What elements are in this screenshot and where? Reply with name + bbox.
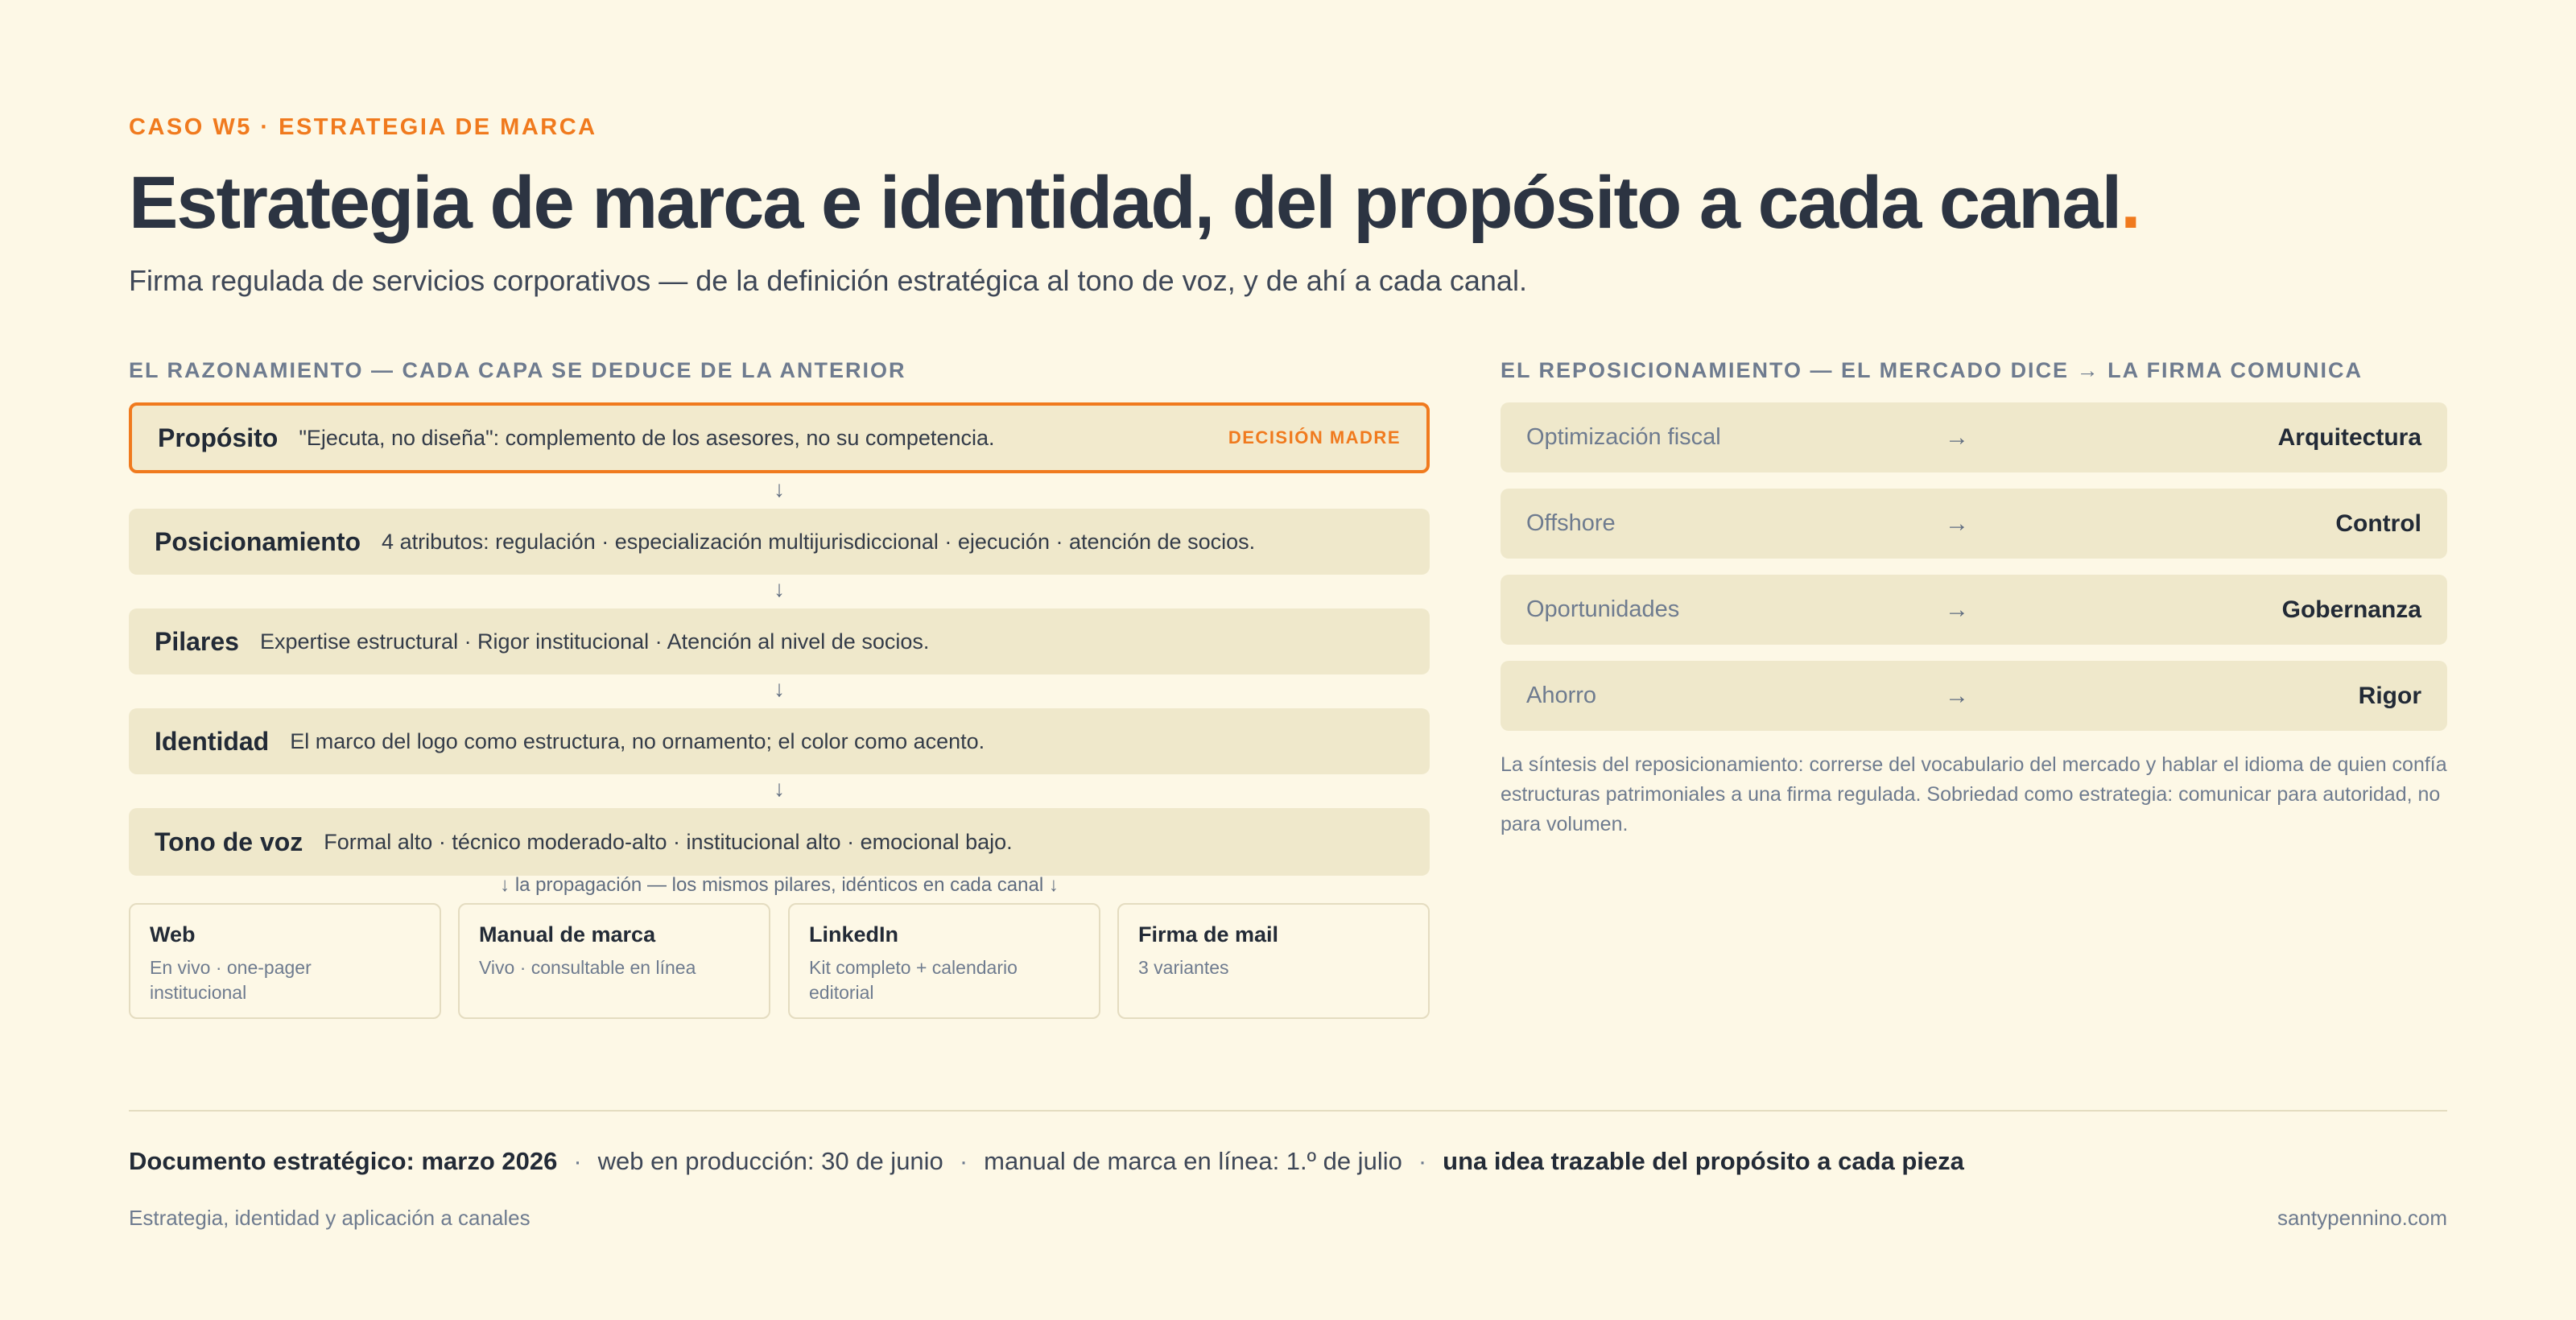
footer-site-link[interactable]: santypennino.com (2277, 1206, 2447, 1230)
arrow-right-icon: → (1945, 682, 1969, 709)
channel-name: Firma de mail (1138, 922, 1279, 947)
channel-name: LinkedIn (809, 922, 899, 947)
arrow-down-icon: ↓ (774, 476, 785, 501)
layer-name: Tono de voz (155, 827, 303, 856)
firm-term: Arquitectura (2277, 423, 2421, 451)
channel-desc: Vivo · consultable en línea (479, 957, 696, 978)
firm-term: Control (2335, 509, 2421, 537)
page-title (129, 161, 2140, 245)
arrow-down-icon: ↓ (774, 576, 785, 601)
firm-term: Rigor (2358, 682, 2421, 709)
footer-milestones (129, 1147, 1964, 1176)
channel-list (129, 903, 1430, 1019)
repo-row (1501, 575, 2447, 645)
layer-identidad (129, 708, 1430, 774)
layer-pilares (129, 608, 1430, 674)
channel-card-web (129, 903, 441, 1019)
separator: · (959, 1147, 968, 1175)
arrow-right-icon: → (1945, 423, 1969, 451)
arrow-right-icon: → (1945, 596, 1969, 623)
layer-desc: "Ejecuta, no diseña": complemento de los asesores, no su competencia. (299, 425, 995, 450)
reasoning-label: EL RAZONAMIENTO — CADA CAPA SE DEDUCE DE LA ANTERIOR (129, 358, 906, 382)
layer-name: Identidad (155, 726, 270, 756)
footer-doc-date: Documento estratégico: marzo 2026 (129, 1147, 558, 1175)
channel-desc: Kit completo + calendario editorial (809, 957, 1018, 1003)
arrow-down-icon: ↓ (774, 776, 785, 801)
channel-card-linkedin (788, 903, 1100, 1019)
propagation-caption: ↓ la propagación — los mismos pilares, idénticos en cada canal ↓ (500, 874, 1059, 896)
footer-web-date: web en producción: 30 de junio (597, 1147, 943, 1175)
page-subtitle: Firma regulada de servicios corporativos — de la definición estratégica al tono de voz, y de ahí a cada canal. (129, 264, 1527, 297)
layer-name: Pilares (155, 626, 239, 656)
layer-desc: Expertise estructural · Rigor institucional · Atención al nivel de socios. (259, 629, 930, 654)
title-accent-dot: . (2120, 162, 2140, 244)
footer-manual-date: manual de marca en línea: 1.º de julio (984, 1147, 1402, 1175)
layer-desc: 4 atributos: regulación · especialización multijurisdiccional · ejecución · atención de socios. (382, 529, 1256, 554)
repo-row (1501, 402, 2447, 472)
repo-row (1501, 489, 2447, 559)
channel-card-firma-mail (1117, 903, 1430, 1019)
arrow-down-icon: ↓ (774, 676, 785, 701)
market-term: Offshore (1526, 510, 1616, 536)
layer-proposito (129, 402, 1430, 473)
decision-tag: DECISIÓN MADRE (1228, 427, 1401, 448)
arrow-right-icon: → (1945, 509, 1969, 537)
channel-name: Manual de marca (479, 922, 656, 947)
channel-desc: 3 variantes (1138, 957, 1229, 978)
layer-tono-de-voz (129, 808, 1430, 876)
channel-card-manual (458, 903, 770, 1019)
layer-desc: El marco del logo como estructura, no ornamento; el color como acento. (290, 728, 985, 753)
footer-idea: una idea trazable del propósito a cada pieza (1443, 1147, 1964, 1175)
market-term: Ahorro (1526, 683, 1597, 708)
market-term: Optimización fiscal (1526, 424, 1721, 450)
repo-row (1501, 661, 2447, 731)
market-term: Oportunidades (1526, 596, 1680, 622)
layer-desc: Formal alto · técnico moderado-alto · institucional alto · emocional bajo. (324, 829, 1013, 854)
channel-name: Web (150, 922, 196, 947)
footer-caption: Estrategia, identidad y aplicación a canales (129, 1206, 530, 1230)
separator: · (573, 1147, 582, 1175)
layer-name: Propósito (158, 423, 279, 452)
layer-posicionamiento (129, 509, 1430, 575)
repositioning-label: EL REPOSICIONAMIENTO — EL MERCADO DICE → LA FIRMA COMUNICA (1501, 358, 2363, 382)
channel-desc: En vivo · one-pager institucional (150, 957, 312, 1003)
repositioning-synthesis: La síntesis del reposicionamiento: correrse del vocabulario del mercado y hablar el idioma de quien confía estructuras patrimoniales a una firma regulada. Sobriedad como estrategia: comunicar para autoridad, no para volumen. (1501, 753, 2447, 835)
page (129, 0, 2447, 1320)
eyebrow: CASO W5 · ESTRATEGIA DE MARCA (129, 114, 597, 140)
layer-name: Posicionamiento (155, 526, 361, 556)
firm-term: Gobernanza (2281, 596, 2421, 623)
separator: · (1418, 1147, 1427, 1175)
footer-divider (129, 1110, 2447, 1112)
page-title-text: Estrategia de marca e identidad, del propósito a cada canal (129, 162, 2121, 244)
